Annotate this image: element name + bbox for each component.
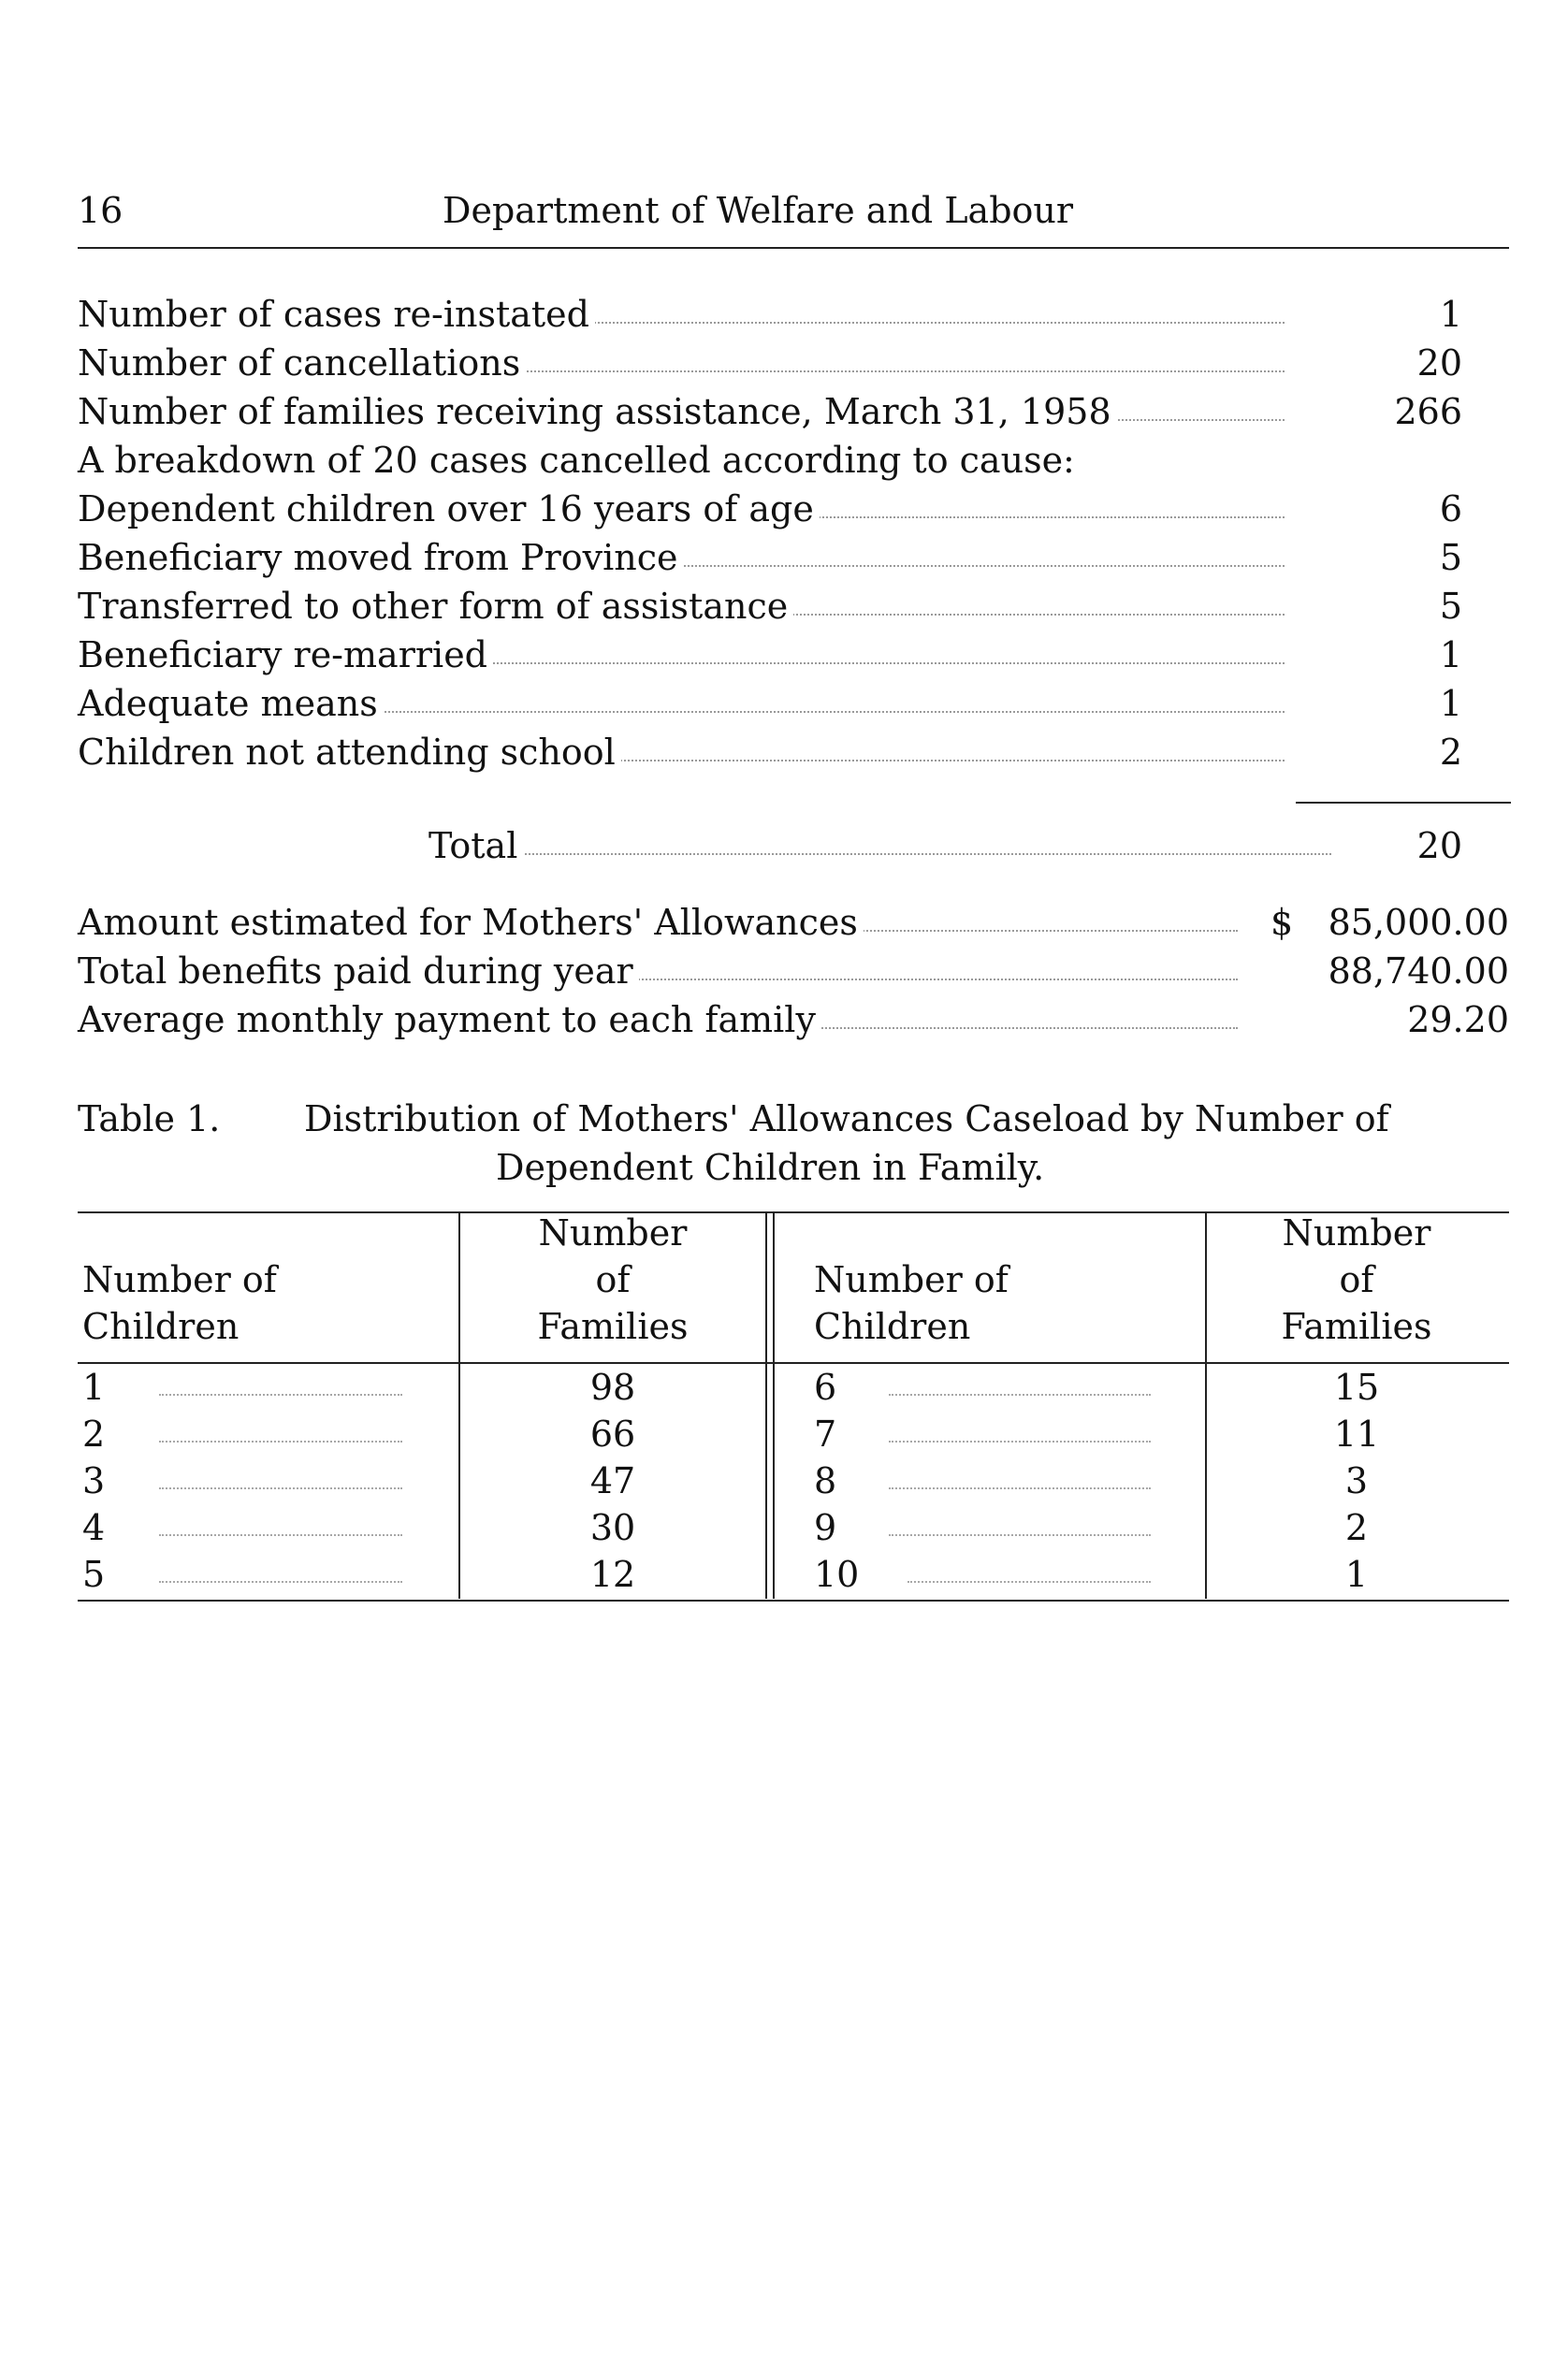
financial-label: Amount estimated for Mothers' Allowances — [78, 898, 864, 947]
financial-label: Average monthly payment to each family — [78, 995, 821, 1044]
table-label: Table 1. — [78, 1098, 221, 1139]
cell-children: 7 — [814, 1414, 837, 1455]
currency-symbol: $ — [1270, 902, 1294, 943]
stat-row-cancellations — [78, 339, 1462, 387]
cell-children: 4 — [82, 1507, 106, 1548]
cell-families: 30 — [589, 1507, 636, 1548]
row-leader-dots — [889, 1534, 1151, 1536]
financial-value: 85,000.00 — [1328, 902, 1509, 943]
breakdown-label: Dependent children over 16 years of age — [78, 485, 820, 533]
cell-children: 6 — [814, 1367, 837, 1408]
table-caption-line2: Dependent Children in Family. — [496, 1147, 1045, 1188]
row-leader-dots — [889, 1394, 1151, 1396]
total-row — [78, 821, 1462, 870]
breakdown-value: 2 — [1439, 732, 1462, 773]
row-leader-dots — [159, 1394, 402, 1396]
stat-label: Number of cancellations — [78, 339, 526, 387]
th-children-left-line1: Number of — [82, 1259, 277, 1300]
cell-families: 12 — [589, 1554, 636, 1595]
th-families-left-line1: Number — [538, 1212, 688, 1254]
stat-value: 20 — [1416, 342, 1462, 384]
page-header — [78, 187, 1509, 243]
financial-row-estimated — [78, 898, 1509, 947]
row-leader-dots — [159, 1581, 402, 1583]
breakdown-row — [78, 582, 1462, 631]
header-rule — [78, 247, 1509, 249]
th-families-left-line3: Families — [537, 1306, 689, 1347]
page-number: 16 — [78, 190, 123, 231]
breakdown-label: Adequate means — [78, 679, 384, 728]
cell-families: 1 — [1344, 1554, 1369, 1595]
total-value: 20 — [1416, 825, 1462, 866]
breakdown-row — [78, 631, 1462, 679]
table-bottom-rule — [78, 1600, 1509, 1602]
row-leader-dots — [907, 1581, 1151, 1583]
th-families-right-line3: Families — [1281, 1306, 1432, 1347]
cell-children: 9 — [814, 1507, 837, 1548]
cell-families: 98 — [589, 1367, 636, 1408]
total-label: Total — [428, 821, 523, 870]
cell-families: 3 — [1344, 1460, 1369, 1501]
cell-families: 66 — [589, 1414, 636, 1455]
breakdown-row — [78, 485, 1462, 533]
stat-row-families-receiving — [78, 387, 1462, 436]
financial-value: 88,740.00 — [1328, 950, 1509, 992]
financial-row-paid — [78, 947, 1509, 995]
th-children-right-line2: Children — [814, 1306, 971, 1347]
cell-children: 3 — [82, 1460, 106, 1501]
cell-families: 15 — [1333, 1367, 1380, 1408]
breakdown-label: Beneficiary moved from Province — [78, 533, 684, 582]
stat-value: 266 — [1394, 391, 1462, 432]
table-caption-line1: Distribution of Mothers' Allowances Caseload by Number of — [304, 1098, 1389, 1139]
page-title: Department of Welfare and Labour — [443, 190, 1074, 231]
row-leader-dots — [159, 1534, 402, 1536]
breakdown-value: 1 — [1439, 683, 1462, 724]
breakdown-row — [78, 728, 1462, 776]
cell-families: 47 — [589, 1460, 636, 1501]
breakdown-row — [78, 533, 1462, 582]
stat-value: 1 — [1439, 294, 1462, 335]
th-families-right-line2: of — [1339, 1259, 1374, 1300]
th-children-left-line2: Children — [82, 1306, 240, 1347]
leader-dots — [428, 853, 1331, 855]
total-rule — [1296, 802, 1511, 804]
breakdown-label: Children not attending school — [78, 728, 621, 776]
th-children-right-line1: Number of — [814, 1259, 1009, 1300]
financial-label: Total benefits paid during year — [78, 947, 639, 995]
breakdown-label: Transferred to other form of assistance — [78, 582, 793, 631]
th-families-right-line1: Number — [1282, 1212, 1431, 1254]
cell-children: 1 — [82, 1367, 106, 1408]
breakdown-value: 5 — [1439, 537, 1462, 578]
row-leader-dots — [159, 1487, 402, 1489]
cell-children: 2 — [82, 1414, 106, 1455]
cell-families: 2 — [1344, 1507, 1369, 1548]
cell-children: 5 — [82, 1554, 106, 1595]
breakdown-value: 6 — [1439, 488, 1462, 529]
stat-label: Number of cases re-instated — [78, 290, 595, 339]
cell-children: 8 — [814, 1460, 837, 1501]
financial-value: 29.20 — [1407, 999, 1509, 1040]
breakdown-row — [78, 679, 1462, 728]
financial-row-average — [78, 995, 1509, 1044]
row-leader-dots — [159, 1441, 402, 1443]
breakdown-label: Beneficiary re-married — [78, 631, 493, 679]
breakdown-heading: A breakdown of 20 cases cancelled according to cause: — [78, 440, 1075, 481]
stat-label: Number of families receiving assistance, March 31, 1958 — [78, 387, 1117, 436]
row-leader-dots — [889, 1487, 1151, 1489]
stat-row-reinstated — [78, 290, 1462, 339]
cell-families: 11 — [1333, 1414, 1380, 1455]
row-leader-dots — [889, 1441, 1151, 1443]
col-divider-double-b — [773, 1213, 775, 1599]
cell-children: 10 — [814, 1554, 860, 1595]
th-families-left-line2: of — [595, 1259, 631, 1300]
breakdown-value: 1 — [1439, 634, 1462, 675]
breakdown-value: 5 — [1439, 586, 1462, 627]
